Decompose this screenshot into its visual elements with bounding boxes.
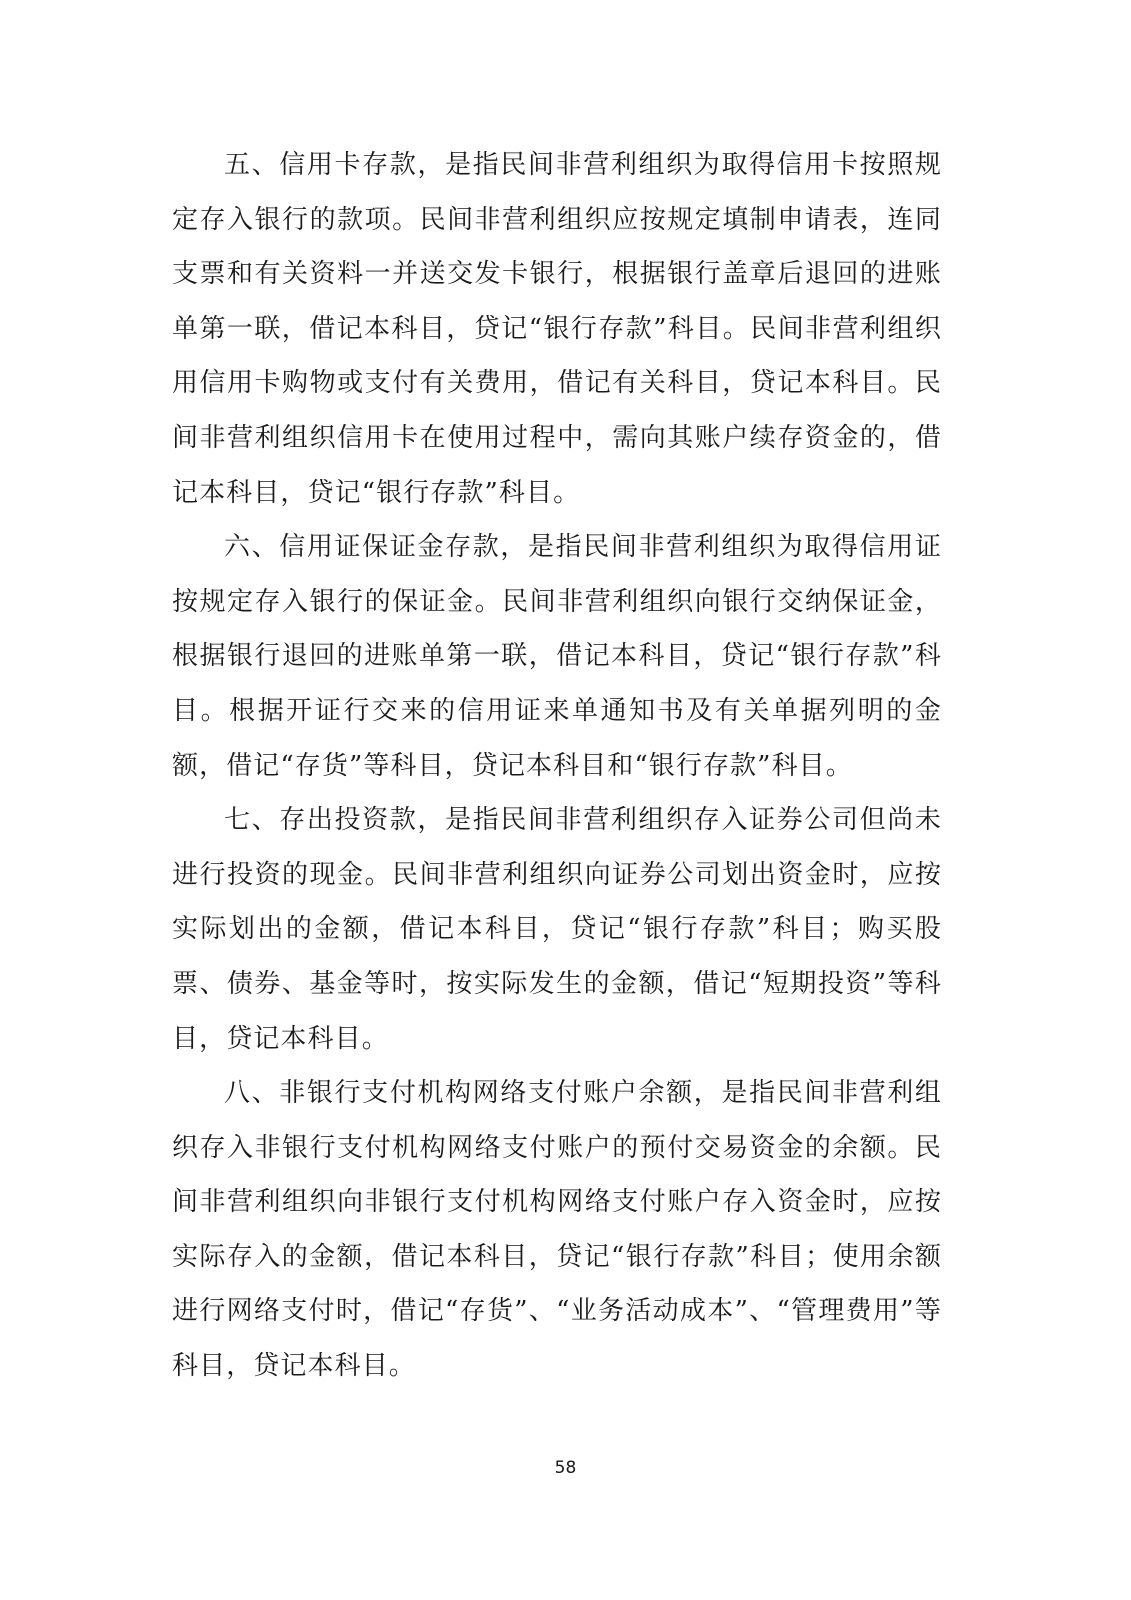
- document-body: [172, 138, 942, 1394]
- paragraph-online-payment-balance: 八、非银行支付机构网络支付账户余额，是指民间非营利组织存入非银行支付机构网络支付账户的预付交易资金的余额。民间非营利组织向非银行支付机构网络支付账户存入资金时，应按实际存入的金额，借记本科目，贷记“银行存款”科目；使用余额进行网络支付时，借记“存货”、“业务活动成本”、“管理费用”等科目，贷记本科目。: [172, 1078, 942, 1382]
- page-number: 58: [554, 1458, 577, 1478]
- paragraph-letter-of-credit-deposit: 六、信用证保证金存款，是指民间非营利组织为取得信用证按规定存入银行的保证金。民间非营利组织向银行交纳保证金，根据银行退回的进账单第一联，借记本科目，贷记“银行存款”科目。根据开证行交来的信用证来单通知书及有关单据列明的金额，借记“存货”等科目，贷记本科目和“银行存款”科目。: [172, 532, 942, 781]
- paragraph-investment-deposit: 七、存出投资款，是指民间非营利组织存入证券公司但尚未进行投资的现金。民间非营利组织向证券公司划出资金时，应按实际划出的金额，借记本科目，贷记“银行存款”科目；购买股票、债券、基金等时，按实际发生的金额，借记“短期投资”等科目，贷记本科目。: [172, 805, 942, 1054]
- paragraph-credit-card-deposit: 五、信用卡存款，是指民间非营利组织为取得信用卡按照规定存入银行的款项。民间非营利组织应按规定填制申请表，连同支票和有关资料一并送交发卡银行，根据银行盖章后退回的进账单第一联，借记本科目，贷记“银行存款”科目。民间非营利组织用信用卡购物或支付有关费用，借记有关科目，贷记本科目。民间非营利组织信用卡在使用过程中，需向其账户续存资金的，借记本科目，贷记“银行存款”科目。: [172, 150, 942, 508]
